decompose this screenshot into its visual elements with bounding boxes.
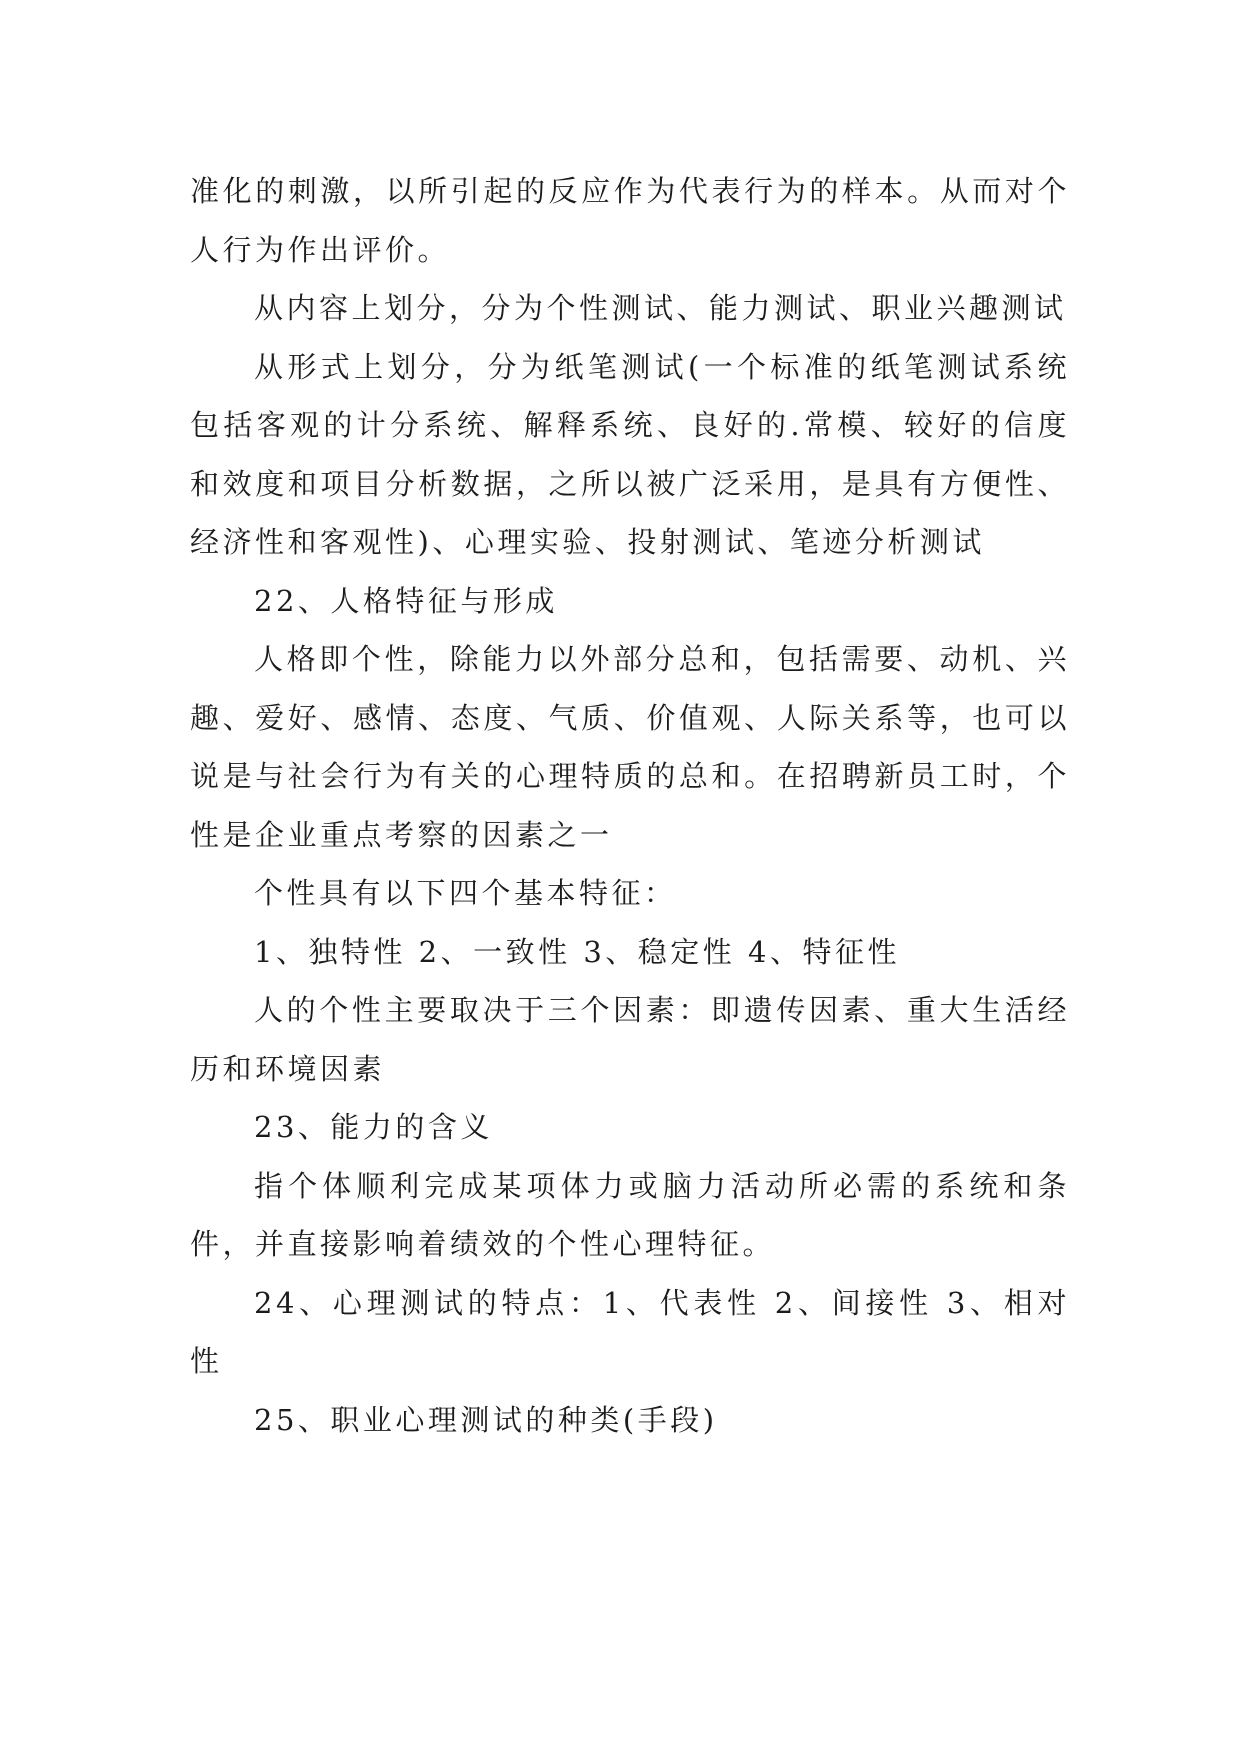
paragraph-personality-factors: 人的个性主要取决于三个因素：即遗传因素、重大生活经历和环境因素 bbox=[190, 993, 1070, 1086]
paragraph-personality-features-list: 1、独特性 2、一致性 3、稳定性 4、特征性 bbox=[254, 934, 900, 969]
heading-22-personality: 22、人格特征与形成 bbox=[254, 583, 558, 618]
document-body bbox=[190, 162, 1070, 1449]
heading-23-ability: 23、能力的含义 bbox=[254, 1110, 493, 1144]
heading-25-test-types: 25、职业心理测试的种类(手段) bbox=[254, 1402, 718, 1437]
paragraph-ability-definition: 指个体顺利完成某项体力或脑力活动所必需的系统和条件，并直接影响着绩效的个性心理特征。 bbox=[190, 1168, 1070, 1261]
paragraph-24-test-characteristics: 24、心理测试的特点：1、代表性 2、间接性 3、相对性 bbox=[190, 1285, 1070, 1378]
paragraph-form-classification: 从形式上划分，分为纸笔测试(一个标准的纸笔测试系统包括客观的计分系统、解释系统、良好的.常模、较好的信度和效度和项目分析数据，之所以被广泛采用，是具有方便性、经济性和客观性)、心理实验、投射测试、笔迹分析测试 bbox=[190, 349, 1070, 559]
paragraph-personality-features-intro: 个性具有以下四个基本特征： bbox=[254, 876, 677, 910]
paragraph-test-definition-continued: 准化的刺激，以所引起的反应作为代表行为的样本。从而对个人行为作出评价。 bbox=[190, 174, 1070, 267]
paragraph-content-classification: 从内容上划分，分为个性测试、能力测试、职业兴趣测试 bbox=[254, 291, 1067, 325]
paragraph-personality-definition: 人格即个性，除能力以外部分总和，包括需要、动机、兴趣、爱好、感情、态度、气质、价值观、人际关系等，也可以说是与社会行为有关的心理特质的总和。在招聘新员工时，个性是企业重点考察的因素之一 bbox=[190, 642, 1070, 852]
